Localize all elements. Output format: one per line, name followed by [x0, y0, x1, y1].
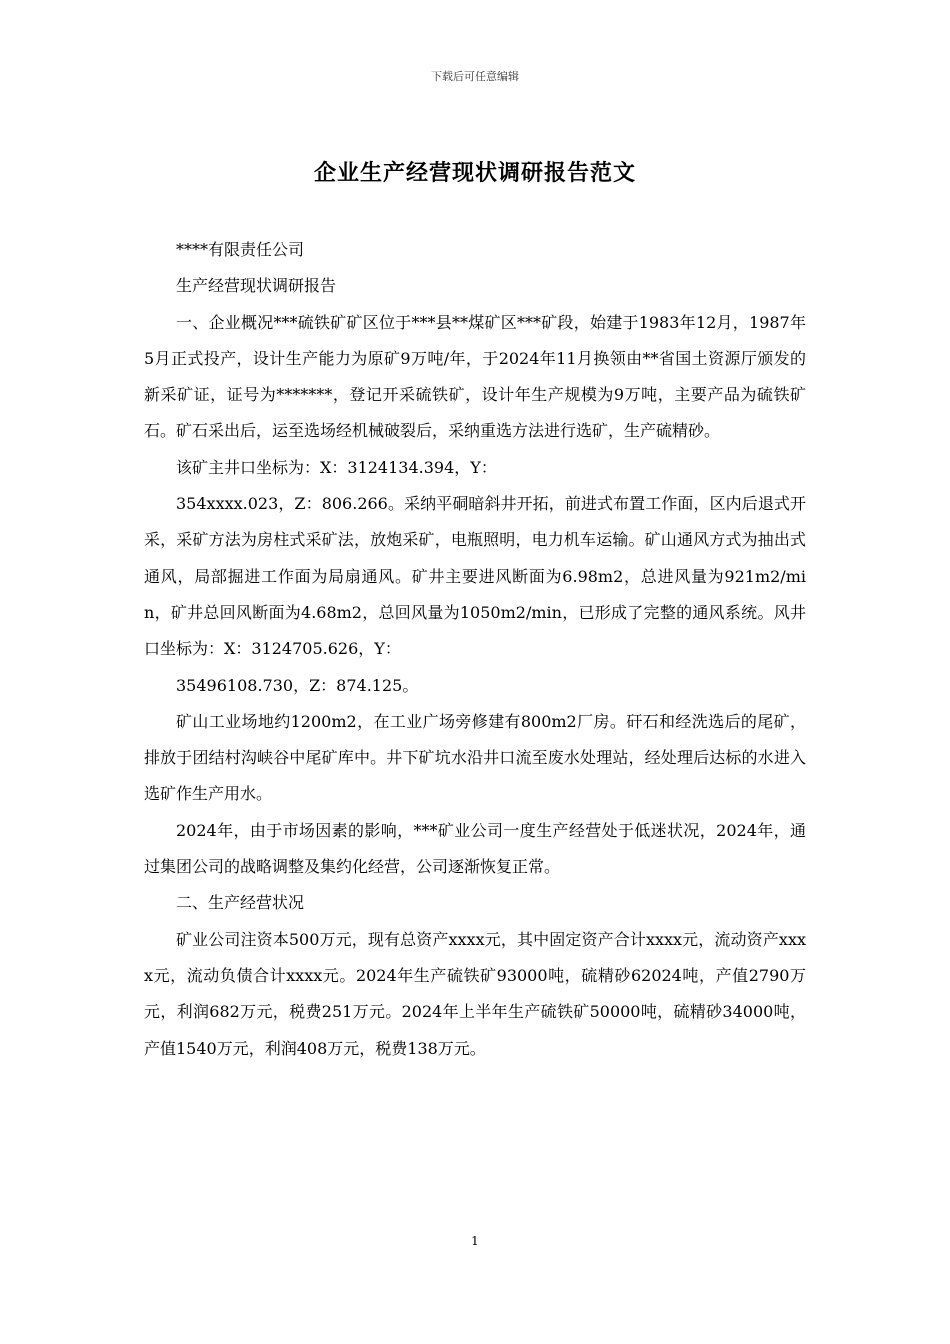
paragraph-site-facilities: 矿山工业场地约1200m2，在工业广场旁修建有800m2厂房。矸石和经洗选后的尾矿，排放于团结村沟峡谷中尾矿库中。井下矿坑水沿井口流至废水处理站，经处理后达标的水进入选矿作生产用水。	[144, 711, 806, 804]
page-header-note: 下载后可任意编辑	[431, 70, 519, 83]
page-number: 1	[471, 1234, 479, 1248]
paragraph-financial-figures: 矿业公司注资本500万元，现有总资产xxxx元，其中固定资产合计xxxx元，流动资产xxxx元，流动负债合计xxxx元。2024年生产硫铁矿93000吨，硫精砂62024吨，产值2790万元，利润682万元，税费251万元。2024年上半年生产硫铁矿50000吨，硫精砂34000吨，产值1540万元，利润408万元，税费138万元。	[144, 929, 806, 1058]
paragraph-enterprise-overview: 一、企业概况***硫铁矿矿区位于***县**煤矿区***矿段，始建于1983年12月，1987年5月正式投产，设计生产能力为原矿9万吨/年，于2024年11月换领由**省国土资源厅颁发的新采矿证，证号为*******，登记开采硫铁矿，设计年生产规模为9万吨，主要产品为硫铁矿石。矿石采出后，运至选场经机械破裂后，采纳重选方法进行选矿，生产硫精砂。	[144, 312, 806, 441]
paragraph-market-impact: 2024年，由于市场因素的影响，***矿业公司一度生产经营处于低迷状况，2024年，通过集团公司的战略调整及集约化经营，公司逐渐恢复正常。	[144, 820, 806, 877]
company-name-line: ****有限责任公司	[176, 240, 305, 259]
document-title: 企业生产经营现状调研报告范文	[313, 160, 636, 186]
section-heading-production-status: 二、生产经营状况	[176, 893, 305, 913]
paragraph-mining-method: 354xxxx.023，Z：806.266。采纳平硐暗斜井开拓，前进式布置工作面，区内后退式开采，采矿方法为房柱式采矿法，放炮采矿，电瓶照明，电力机车运输。矿山通风方式为抽出式通风，局部掘进工作面为局扇通风。矿井主要进风断面为6.98m2，总进风量为921m2/min，矿井总回风断面为4.68m2，总回风量为1050m2/min，已形成了完整的通风系统。风井口坐标为：X：3124705.626，Y：	[144, 494, 806, 659]
paragraph-main-shaft-coordinates: 该矿主井口坐标为：X：3124134.394，Y：	[176, 457, 497, 477]
paragraph-air-shaft-coordinates: 35496108.730，Z：874.125。	[176, 675, 419, 695]
report-subtitle-line: 生产经营现状调研报告	[176, 276, 337, 296]
document-body	[144, 232, 806, 1067]
